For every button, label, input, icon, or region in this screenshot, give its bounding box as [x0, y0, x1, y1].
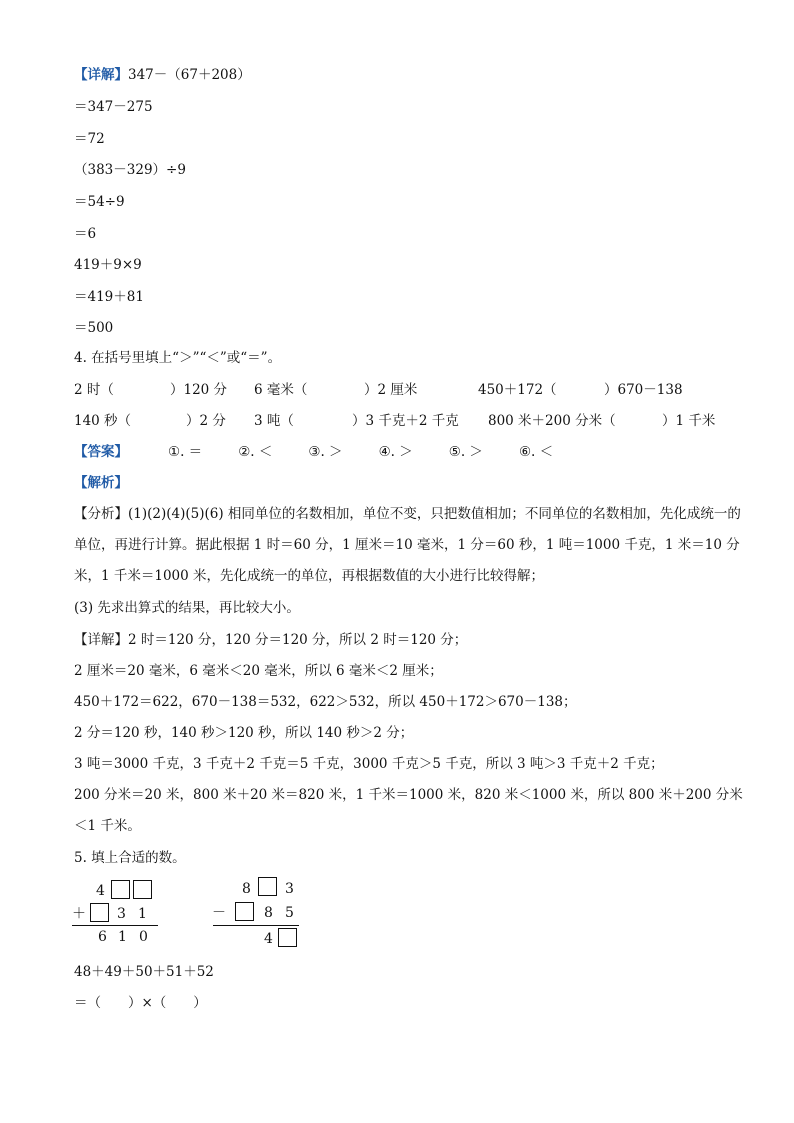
q4-r2-c5: 800 米＋200 分米（ [488, 413, 616, 429]
detail-3: 450＋172＝622，670－138＝532，622＞532，所以 450＋172＞670－138； [74, 694, 577, 710]
sub-blank-3[interactable] [278, 928, 297, 947]
prev-expr-1: 347－（67＋208） [128, 67, 251, 83]
q4-r2-c4: ）3 千克＋2 千克 [352, 413, 459, 429]
q4-r1-c6: ）670－138 [604, 382, 683, 398]
q4-r1-c3: 6 毫米（ [254, 382, 308, 398]
prev-step-3: ＝72 [74, 131, 105, 147]
sub-top-digit-1: 8 [242, 881, 251, 897]
q4-r1-c4: ）2 厘米 [364, 382, 418, 398]
analysis-tag: 【解析】 [74, 475, 128, 491]
add-blank-3[interactable] [90, 903, 109, 922]
detail-6: 200 分米＝20 米，800 米＋20 米＝820 米，1 千米＝1000 米，820 米＜1000 米，所以 800 米＋200 分米＜1 千米。 [74, 787, 743, 834]
add-sign: ＋ [72, 906, 86, 922]
analysis-tag-line [74, 474, 128, 492]
answer-3: ③. ＞ [308, 444, 343, 460]
add-res-digit-1: 6 [98, 929, 107, 945]
detail-5: 3 吨＝3000 千克，3 千克＋2 千克＝5 千克，3000 千克＞5 千克，所以 3 吨＞3 千克＋2 千克； [74, 756, 664, 772]
add-res-digit-3: 0 [139, 929, 148, 945]
sub-rule [213, 925, 299, 926]
answer-2: ②. ＜ [238, 444, 273, 460]
q4-r2-c1: 140 秒（ [74, 413, 132, 429]
prev-detail-line [74, 66, 251, 84]
xiangjie-tag: 【详解】 [74, 632, 128, 648]
answer-6: ⑥. ＜ [518, 444, 554, 460]
prev-step-8: ＝419＋81 [74, 289, 144, 305]
detail-4: 2 分＝120 秒，140 秒＞120 秒，所以 140 秒＞2 分； [74, 725, 414, 741]
detail-2: 2 厘米＝20 毫米，6 毫米＜20 毫米，所以 6 毫米＜2 厘米； [74, 663, 443, 679]
detail-tag: 【详解】 [74, 67, 128, 83]
sub-blank-1[interactable] [258, 877, 277, 896]
answer-1: ①. ＝ [168, 444, 203, 460]
add-top-digit: 4 [96, 883, 105, 899]
q5-title: 5. 填上合适的数。 [74, 850, 186, 866]
detail-1: 2 时＝120 分，120 分＝120 分，所以 2 时＝120 分； [128, 632, 468, 648]
fenxi-tag: 【分析】 [74, 506, 128, 522]
add-blank-2[interactable] [133, 880, 152, 899]
add-rule [72, 925, 158, 926]
prev-step-7: 419＋9×9 [74, 257, 142, 273]
sub-top-digit-2: 3 [285, 881, 294, 897]
fenxi-3: (3) 先求出算式的结果，再比较大小。 [74, 600, 300, 616]
answer-4: ④. ＞ [378, 444, 413, 460]
q4-detail-line-1 [74, 631, 467, 649]
prev-step-2: ＝347－275 [74, 99, 153, 115]
sub-mid-digit-1: 8 [264, 905, 273, 921]
prev-step-9: ＝500 [74, 320, 114, 336]
add-mid-digit-2: 1 [138, 906, 147, 922]
answer-tag: 【答案】 [74, 444, 128, 460]
q4-r2-c3: 3 吨（ [254, 413, 294, 429]
q5-expr-2[interactable]: ＝（ ）×（ ） [74, 995, 207, 1011]
q4-r2-c6: ）1 千米 [662, 413, 716, 429]
q4-r2-c2: ）2 分 [186, 413, 226, 429]
q4-r1-c1: 2 时（ [74, 382, 114, 398]
q4-r1-c2: ）120 分 [170, 382, 228, 398]
q4-analysis-para [74, 499, 746, 592]
q4-r1-c5: 450＋172（ [478, 382, 557, 398]
q4-title: 4. 在括号里填上“＞”“＜”或“＝”。 [74, 350, 282, 366]
sub-blank-2[interactable] [235, 902, 254, 921]
sub-res-digit: 4 [264, 931, 273, 947]
sub-mid-digit-2: 5 [285, 905, 294, 921]
q4-answer-line [74, 443, 589, 461]
q5-expr: 48＋49＋50＋51＋52 [74, 964, 214, 980]
prev-step-6: ＝6 [74, 226, 97, 242]
answer-5: ⑤. ＞ [448, 444, 483, 460]
sub-sign: － [212, 905, 226, 921]
add-mid-digit-1: 3 [117, 906, 126, 922]
add-res-digit-2: 1 [118, 929, 127, 945]
fenxi-text: (1)(2)(4)(5)(6) 相同单位的名数相加，单位不变，只把数值相加；不同单位的名数相加，先化成统一的单位，再进行计算。据此根据 1 时＝60 分，1 厘米＝10 毫米，1 分＝60 秒，1 吨＝1000 千克，1 米＝10 分米，1 千米＝1000 米，先化成统一的单位，再根据数值的大小进行比较得解； [74, 506, 741, 584]
add-blank-1[interactable] [111, 880, 130, 899]
prev-step-5: ＝54÷9 [74, 194, 125, 210]
prev-step-4: （383－329）÷9 [74, 162, 186, 178]
